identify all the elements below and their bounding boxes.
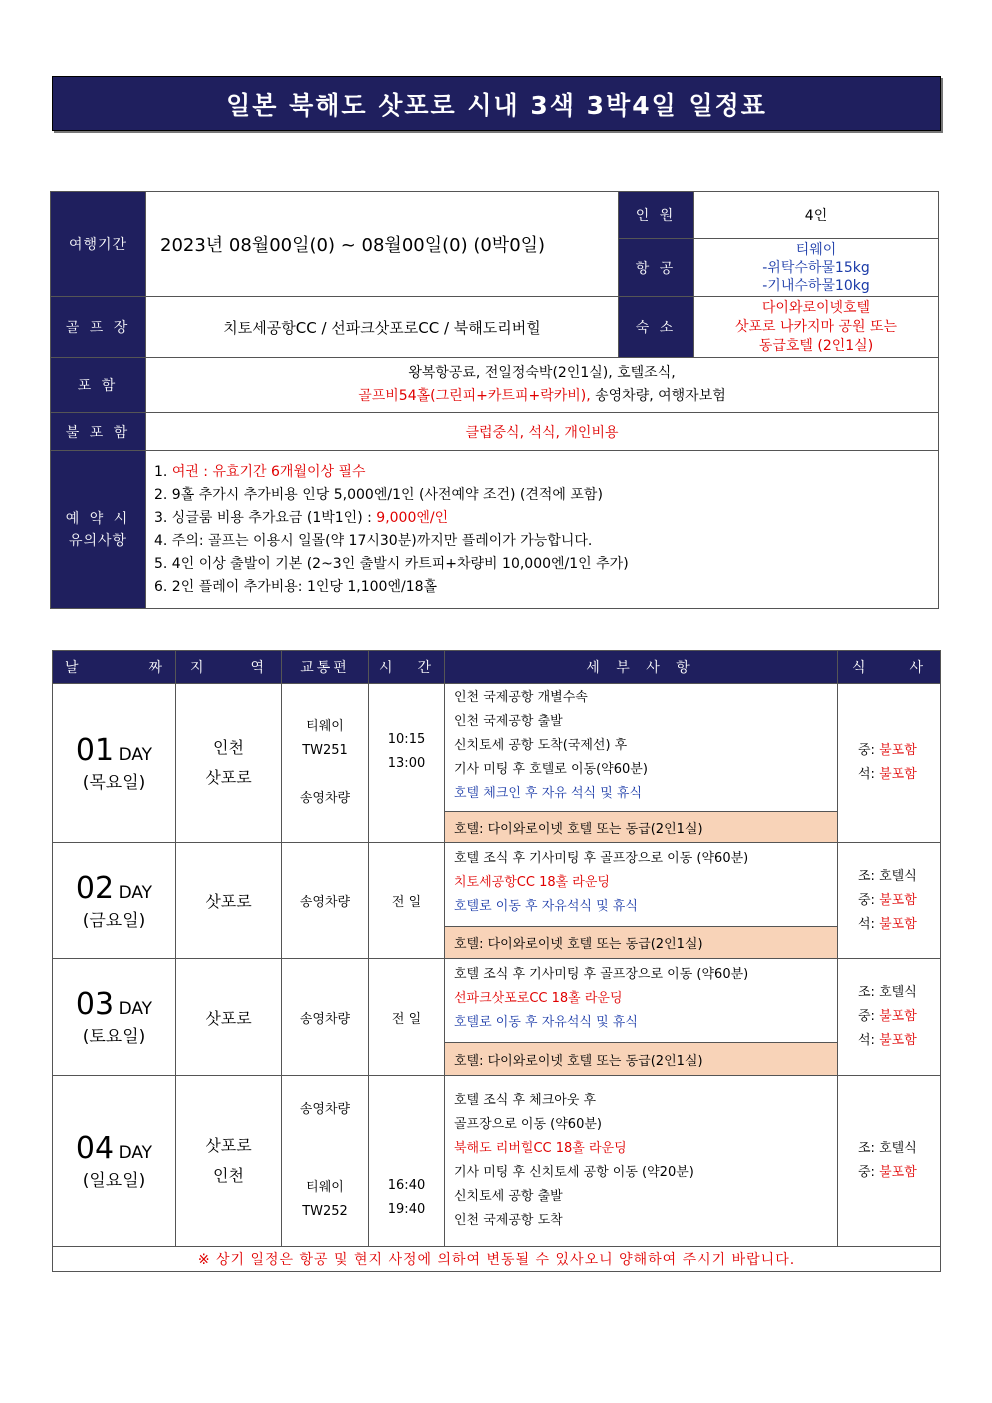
col-details: 세 부 사 항 (445, 651, 838, 684)
details-cell: 호텔 조식 후 기사미팅 후 골프장으로 이동 (약60분) 선파크삿포로CC 18홀 라운딩 호텔로 이동 후 자유석식 및 휴식 (445, 959, 838, 1043)
trip-info-table (50, 191, 939, 609)
table-row (53, 843, 941, 927)
schedule-table (52, 650, 941, 1272)
include-value: 왕복항공료, 전일정숙박(2인1실), 호텔조식, 골프비54홀(그린피+카트피+락카비), 송영차량, 여행자보험 (146, 358, 939, 413)
airline-value: 티웨이 -위탁수하물15kg -기내수하물10kg (694, 239, 939, 297)
note-item: 6. 2인 플레이 추가비용: 1인당 1,100엔/18홀 (154, 578, 438, 595)
region-cell: 인천 삿포로 (176, 684, 282, 843)
note-item: 3. 싱글룸 비용 추가요금 (1박1인) : 9,000엔/인 (154, 509, 449, 526)
note-item: 4. 주의: 골프는 이용시 일몰(약 17시30분)까지만 플레이가 가능합니다. (154, 532, 593, 549)
col-time: 시 간 (369, 651, 445, 684)
hotel-value: 다이와로이넷호텔 삿포로 나카지마 공원 또는 동급호텔 (2인1실) (694, 297, 939, 358)
col-date: 날 짜 (53, 651, 176, 684)
hotel-note: 호텔: 다이와로이넷 호텔 또는 동급(2인1실) (445, 927, 838, 959)
footer-notice: ※ 상기 일정은 항공 및 현지 사정에 의하여 변동될 수 있사오니 양해하여 주시기 바랍니다. (53, 1247, 941, 1272)
region-cell: 삿포로 (176, 959, 282, 1076)
golf-value: 치토세공항CC / 선파크삿포로CC / 북해도리버힐 (146, 297, 619, 358)
meals-cell: 중: 불포함 석: 불포함 (838, 684, 941, 843)
time-cell: 16:40 19:40 (369, 1076, 445, 1247)
people-value: 4인 (694, 192, 939, 239)
region-cell: 삿포로 인천 (176, 1076, 282, 1247)
note-item: 2. 9홀 추가시 추가비용 인당 5,000엔/1인 (사전예약 조건) (견적에 포함) (154, 486, 603, 503)
day-cell: 04 DAY (일요일) (53, 1076, 176, 1247)
exclude-value: 클럽중식, 석식, 개인비용 (146, 413, 939, 451)
meals-cell: 조: 호텔식 중: 불포함 석: 불포함 (838, 959, 941, 1076)
time-cell: 10:15 13:00 (369, 684, 445, 843)
details-cell: 인천 국제공항 개별수속 인천 국제공항 출발 신치토세 공항 도착(국제선) 후 기사 미팅 후 호텔로 이동(약60분) 호텔 체크인 후 자유 석식 및 휴식 (445, 684, 838, 812)
notes-label: 예 약 시 유의사항 (51, 451, 146, 609)
day-cell: 01 DAY (목요일) (53, 684, 176, 843)
hotel-note: 호텔: 다이와로이넷 호텔 또는 동급(2인1실) (445, 1043, 838, 1076)
details-cell: 호텔 조식 후 체크아웃 후 골프장으로 이동 (약60분) 북해도 리버힐CC 18홀 라운딩 기사 미팅 후 신치토세 공항 이동 (약20분) 신치토세 공항 출발 인천 국제공항 도착 (445, 1076, 838, 1247)
period-label: 여행기간 (51, 192, 146, 297)
note-item: 5. 4인 이상 출발이 기본 (2~3인 출발시 카트피+차량비 10,000엔/1인 추가) (154, 555, 629, 572)
airline-label: 항 공 (619, 239, 694, 297)
people-label: 인 원 (619, 192, 694, 239)
meals-cell: 조: 호텔식 중: 불포함 (838, 1076, 941, 1247)
table-row (53, 1076, 941, 1247)
hotel-note: 호텔: 다이와로이넷 호텔 또는 동급(2인1실) (445, 812, 838, 843)
col-meals: 식 사 (838, 651, 941, 684)
table-row (53, 684, 941, 812)
golf-label: 골 프 장 (51, 297, 146, 358)
table-row (53, 959, 941, 1043)
time-cell: 전 일 (369, 843, 445, 959)
transport-cell: 송영차량 (282, 959, 369, 1076)
col-region: 지 역 (176, 651, 282, 684)
details-cell: 호텔 조식 후 기사미팅 후 골프장으로 이동 (약60분) 치토세공항CC 18홀 라운딩 호텔로 이동 후 자유석식 및 휴식 (445, 843, 838, 927)
transport-cell: 송영차량 (282, 843, 369, 959)
day-cell: 02 DAY (금요일) (53, 843, 176, 959)
transport-cell: 티웨이 TW251 송영차량 (282, 684, 369, 843)
exclude-label: 불 포 함 (51, 413, 146, 451)
time-cell: 전 일 (369, 959, 445, 1076)
col-transport: 교통편 (282, 651, 369, 684)
page-title: 일본 북해도 삿포로 시내 3색 3박4일 일정표 (52, 76, 941, 131)
region-cell: 삿포로 (176, 843, 282, 959)
notes-list (146, 451, 939, 609)
include-label: 포 함 (51, 358, 146, 413)
meals-cell: 조: 호텔식 중: 불포함 석: 불포함 (838, 843, 941, 959)
period-value: 2023년 08월00일(0) ~ 08월00일(0) (0박0일) (146, 192, 619, 297)
day-cell: 03 DAY (토요일) (53, 959, 176, 1076)
transport-cell: 송영차량 티웨이 TW252 (282, 1076, 369, 1247)
hotel-label: 숙 소 (619, 297, 694, 358)
note-item: 1. 여권 : 유효기간 6개월이상 필수 (154, 463, 366, 480)
